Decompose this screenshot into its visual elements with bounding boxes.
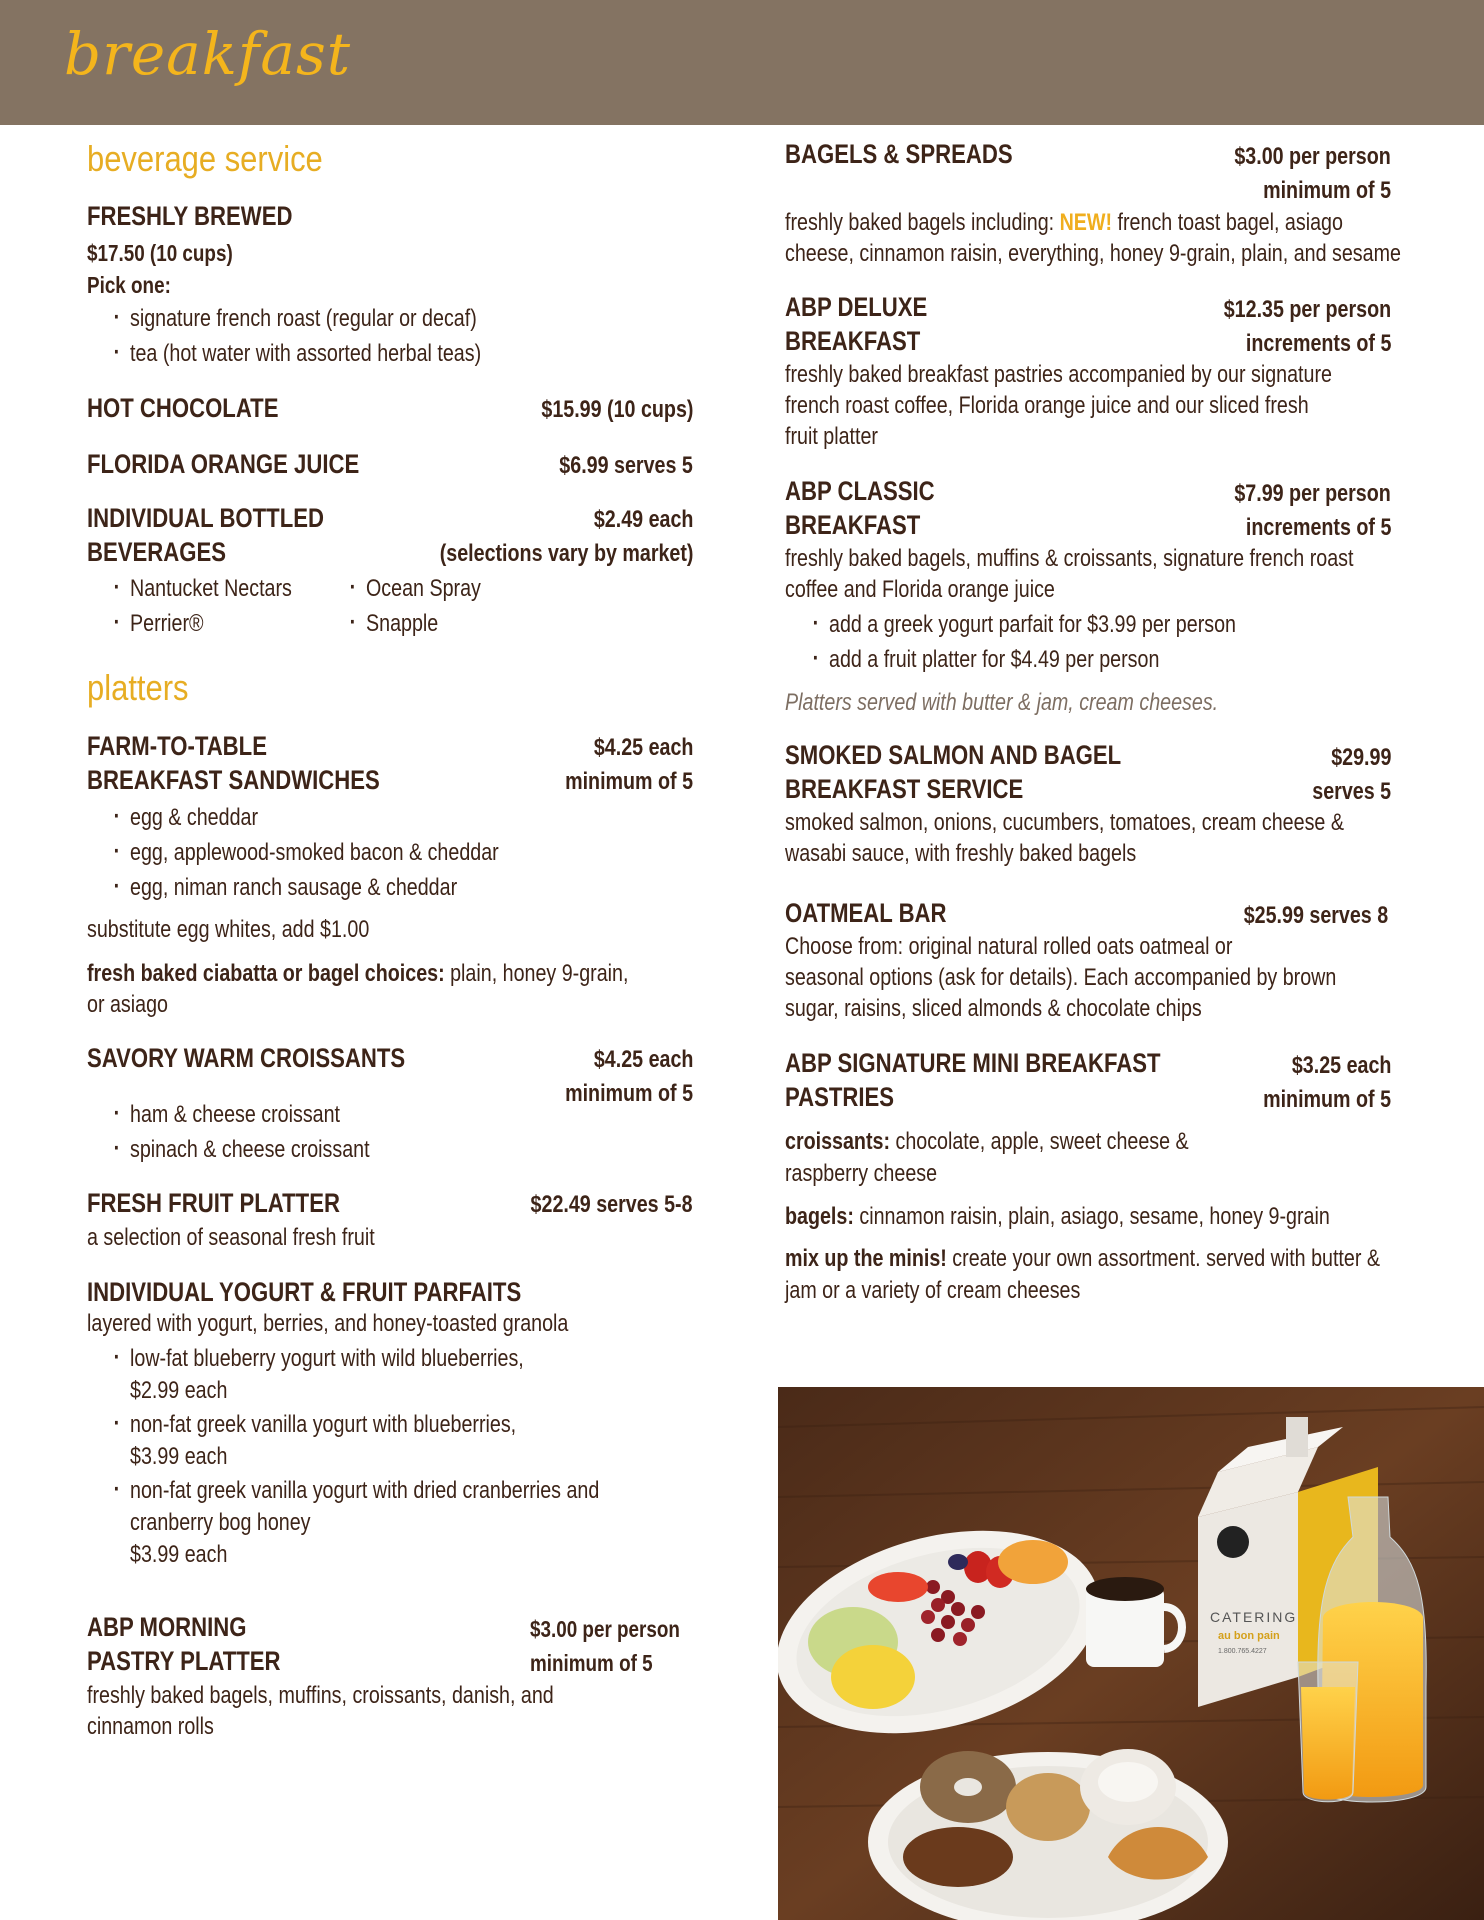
item-price: $3.00 per person [530, 1616, 680, 1642]
item-desc: french roast coffee, Florida orange juice and our sliced fresh [785, 392, 1309, 419]
item-name: ABP SIGNATURE MINI BREAKFAST [785, 1048, 1161, 1078]
item-name: SAVORY WARM CROISSANTS [87, 1043, 406, 1073]
item-price: $4.25 each [593, 1046, 693, 1073]
list-item: · egg, applewood-smoked bacon & cheddar [130, 839, 499, 867]
item-desc: layered with yogurt, berries, and honey-toasted granola [87, 1310, 569, 1337]
item-name: FARM-TO-TABLE [87, 731, 267, 761]
item-min: minimum of 5 [1263, 1086, 1391, 1113]
mini-label: croissants: [785, 1128, 891, 1155]
list-item: · Snapple [366, 610, 438, 638]
desc-text: french toast bagel, asiago [1112, 209, 1343, 236]
new-badge: NEW! [1059, 209, 1113, 236]
item-name: ABP CLASSIC [785, 476, 935, 506]
item-price: $7.99 per person [1234, 480, 1391, 507]
list-item: · low-fat blueberry yogurt with wild blueberries, [130, 1345, 524, 1373]
section-title-platters: platters [87, 667, 189, 708]
item-desc: fruit platter [785, 423, 878, 450]
item-price: $6.99 serves 5 [559, 452, 693, 479]
item-desc: smoked salmon, onions, cucumbers, tomatoes, cream cheese & [785, 809, 1344, 836]
item-desc: coffee and Florida orange juice [785, 576, 1055, 603]
item-name: INDIVIDUAL BOTTLED [87, 503, 324, 533]
item-min: increments of 5 [1245, 514, 1391, 541]
item-note: (selections vary by market) [439, 540, 693, 567]
item-desc [785, 209, 1343, 237]
item-min: minimum of 5 [1263, 177, 1391, 204]
list-item: · Perrier® [130, 610, 204, 638]
list-item: · Ocean Spray [366, 575, 481, 603]
item-price: $25.99 serves 8 [1243, 902, 1388, 929]
item-desc: seasonal options (ask for details). Each accompanied by brown [785, 964, 1337, 991]
mini-text: chocolate, apple, sweet cheese & [890, 1128, 1189, 1155]
mini-bagels [785, 1203, 1330, 1231]
platters-note: Platters served with butter & jam, cream cheeses. [785, 689, 1219, 716]
item-price: $22.49 serves 5-8 [531, 1191, 693, 1218]
item-name: HOT CHOCOLATE [87, 393, 279, 423]
item-price: $2.49 each [593, 506, 693, 533]
list-item: · egg & cheddar [130, 804, 258, 832]
item-name: FRESH FRUIT PLATTER [87, 1188, 340, 1218]
item-price: $3.25 each [1291, 1052, 1391, 1079]
page-title: breakfast [64, 20, 352, 88]
item-min: increments of 5 [1245, 330, 1391, 357]
list-item: · ham & cheese croissant [130, 1101, 340, 1129]
substitute-note: substitute egg whites, add $1.00 [87, 916, 370, 943]
item-name: FLORIDA ORANGE JUICE [87, 449, 360, 479]
mini-mix [785, 1245, 1380, 1273]
section-title-beverage: beverage service [87, 138, 323, 179]
item-name: BREAKFAST SERVICE [785, 774, 1024, 804]
mini-text: cinnamon raisin, plain, asiago, sesame, honey 9-grain [853, 1203, 1330, 1230]
mini-text: raspberry cheese [785, 1160, 938, 1187]
list-item-price: $3.99 each [130, 1541, 228, 1568]
mini-text: jam or a variety of cream cheeses [785, 1277, 1081, 1304]
mini-label: bagels: [785, 1203, 854, 1230]
list-item: · Nantucket Nectars [130, 575, 292, 603]
list-item: · add a fruit platter for $4.49 per person [829, 646, 1159, 674]
list-item: · non-fat greek vanilla yogurt with blueberries, [130, 1411, 516, 1439]
list-item: · egg, niman ranch sausage & cheddar [130, 874, 457, 902]
list-item: · signature french roast (regular or decaf) [130, 305, 477, 333]
box-text: au bon pain [1218, 1630, 1280, 1642]
item-desc: sugar, raisins, sliced almonds & chocolate chips [785, 995, 1202, 1022]
page-header [0, 0, 1484, 125]
item-name: BREAKFAST [785, 510, 921, 540]
list-item: · non-fat greek vanilla yogurt with dried cranberries and [130, 1477, 599, 1505]
mini-text: create your own assortment. served with butter & [946, 1245, 1380, 1272]
item-min: minimum of 5 [565, 768, 693, 795]
item-price: $17.50 (10 cups) [87, 240, 233, 266]
list-item: · tea (hot water with assorted herbal teas) [130, 340, 481, 368]
item-name: ABP MORNING [87, 1612, 247, 1642]
item-desc: freshly baked breakfast pastries accompanied by our signature [785, 361, 1332, 388]
item-desc: freshly baked bagels, muffins, croissants, danish, and [87, 1682, 554, 1709]
item-name: PASTRIES [785, 1082, 895, 1112]
item-min: serves 5 [1312, 778, 1391, 805]
choices-text: plain, honey 9-grain, [444, 960, 629, 987]
mini-croissants [785, 1128, 1189, 1156]
item-min: minimum of 5 [565, 1080, 693, 1107]
item-price: $12.35 per person [1223, 296, 1391, 323]
item-name: SMOKED SALMON AND BAGEL [785, 740, 1122, 770]
choices-line [87, 960, 628, 988]
item-min: minimum of 5 [530, 1650, 653, 1676]
item-name: PASTRY PLATTER [87, 1646, 281, 1676]
list-item-price: $3.99 each [130, 1443, 228, 1470]
item-price: $3.00 per person [1234, 143, 1391, 170]
item-desc: a selection of seasonal fresh fruit [87, 1224, 375, 1251]
juice-glass-icon [1298, 1662, 1358, 1802]
item-price: $29.99 [1330, 744, 1391, 771]
list-item: · spinach & cheese croissant [130, 1136, 370, 1164]
list-item-line: cranberry bog honey [130, 1509, 311, 1536]
box-text: 1.800.765.4227 [1218, 1648, 1267, 1655]
item-desc: wasabi sauce, with freshly baked bagels [785, 840, 1137, 867]
mini-label: mix up the minis! [785, 1245, 947, 1272]
item-desc: cheese, cinnamon raisin, everything, honey 9-grain, plain, and sesame [785, 240, 1401, 267]
pick-label: Pick one: [87, 272, 171, 298]
list-item-price: $2.99 each [130, 1377, 228, 1404]
item-price: $4.25 each [593, 734, 693, 761]
item-name: BAGELS & SPREADS [785, 139, 1013, 169]
item-name: BREAKFAST [785, 326, 921, 356]
item-desc: cinnamon rolls [87, 1713, 214, 1740]
choices-text: or asiago [87, 991, 168, 1018]
item-name: OATMEAL BAR [785, 898, 947, 928]
box-text: CATERING [1210, 1609, 1298, 1625]
item-name: BREAKFAST SANDWICHES [87, 765, 380, 795]
item-name: FRESHLY BREWED [87, 201, 293, 231]
choices-label: fresh baked ciabatta or bagel choices: [87, 960, 445, 987]
item-name: ABP DELUXE [785, 292, 928, 322]
desc-text: freshly baked bagels including: [785, 209, 1060, 236]
item-name: BEVERAGES [87, 537, 227, 567]
item-desc: freshly baked bagels, muffins & croissants, signature french roast [785, 545, 1354, 572]
breakfast-photo [778, 1387, 1484, 1920]
item-name: INDIVIDUAL YOGURT & FRUIT PARFAITS [87, 1277, 522, 1307]
item-desc: Choose from: original natural rolled oats oatmeal or [785, 933, 1233, 960]
list-item: · add a greek yogurt parfait for $3.99 per person [829, 611, 1236, 639]
item-price: $15.99 (10 cups) [540, 396, 693, 423]
